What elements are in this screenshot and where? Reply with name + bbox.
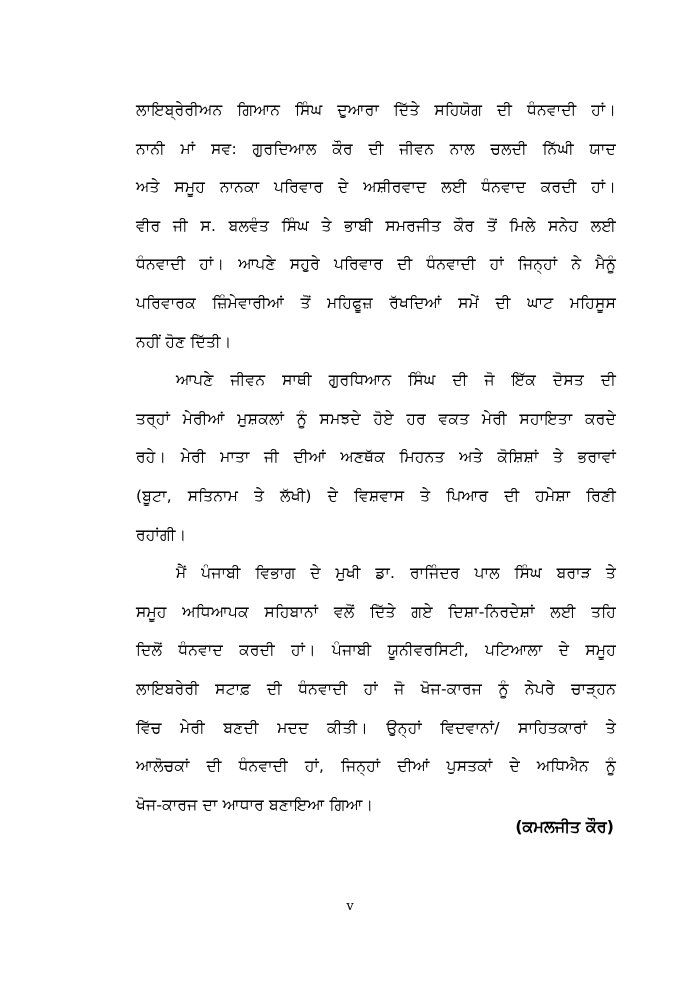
paragraph-2-line-4: (ਬੂਟਾ, ਸਤਿਨਾਮ ਤੇ ਲੱਖੀ) ਦੇ ਵਿਸ਼ਵਾਸ ਤੇ ਪਿਆਰ ਦੀ ਹਮੇਸ਼ਾ ਰਿਣੀ bbox=[136, 486, 616, 505]
paragraph-1-line-5: ਧੰਨਵਾਦੀ ਹਾਂ। ਆਪਣੇ ਸਹੁਰੇ ਪਰਿਵਾਰ ਦੀ ਧੰਨਵਾਦੀ ਹਾਂ ਜਿਨ੍ਹਾਂ ਨੇ ਮੈਨੂੰ bbox=[136, 255, 616, 274]
paragraph-2-line-2: ਤਰ੍ਹਾਂ ਮੇਰੀਆਂ ਮੁਸ਼ਕਲਾਂ ਨੂੰ ਸਮਝਦੇ ਹੋਏ ਹਰ ਵਕਤ ਮੇਰੀ ਸਹਾਇਤਾ ਕਰਦੇ bbox=[136, 409, 616, 428]
paragraph-2-line-3: ਰਹੇ। ਮੇਰੀ ਮਾਤਾ ਜੀ ਦੀਆਂ ਅਣਥੱਕ ਮਿਹਨਤ ਅਤੇ ਕੋਸ਼ਿਸ਼ਾਂ ਤੇ ਭਰਾਵਾਂ bbox=[136, 448, 616, 467]
paragraph-1-line-6: ਪਰਿਵਾਰਕ ਜ਼ਿੰਮੇਵਾਰੀਆਂ ਤੋਂ ਮਹਿਫੂਜ਼ ਰੱਖਦਿਆਂ ਸਮੇਂ ਦੀ ਘਾਟ ਮਹਿਸੂਸ bbox=[136, 293, 616, 312]
paragraph-1-line-1: ਲਾਇਬ੍ਰੇਰੀਅਨ ਗਿਆਨ ਸਿੰਘ ਦੁਆਰਾ ਦਿੱਤੇ ਸਹਿਯੋਗ ਦੀ ਧੰਨਵਾਦੀ ਹਾਂ। bbox=[136, 101, 616, 119]
paragraph-1-line-4: ਵੀਰ ਜੀ ਸ. ਬਲਵੰਤ ਸਿੰਘ ਤੇ ਭਾਬੀ ਸਮਰਜੀਤ ਕੌਰ ਤੋਂ ਮਿਲੇ ਸਨੇਹ ਲਈ bbox=[136, 216, 616, 235]
paragraph-1-line-7: ਨਹੀਂ ਹੋਣ ਦਿੱਤੀ। bbox=[136, 332, 232, 351]
author-signature: (ਕਮਲਜੀਤ ਕੌਰ) bbox=[515, 817, 614, 836]
paragraph-1-line-3: ਅਤੇ ਸਮੂਹ ਨਾਨਕਾ ਪਰਿਵਾਰ ਦੇ ਅਸ਼ੀਰਵਾਦ ਲਈ ਧੰਨਵਾਦ ਕਰਦੀ ਹਾਂ। bbox=[136, 178, 616, 197]
paragraph-3-line-2: ਸਮੂਹ ਅਧਿਆਪਕ ਸਹਿਬਾਨਾਂ ਵਲੋਂ ਦਿੱਤੇ ਗਏ ਦਿਸ਼ਾ-ਨਿਰਦੇਸ਼ਾਂ ਲਈ ਤਹਿ bbox=[136, 602, 616, 621]
paragraph-3-line-5: ਵਿੱਚ ਮੇਰੀ ਬਣਦੀ ਮਦਦ ਕੀਤੀ। ਉਨ੍ਹਾਂ ਵਿਦਵਾਨਾਂ/ ਸਾਹਿਤਕਾਰਾਂ ਤੇ bbox=[136, 718, 616, 737]
paragraph-3-line-7: ਖੋਜ-ਕਾਰਜ ਦਾ ਆਧਾਰ ਬਣਾਇਆ ਗਿਆ। bbox=[136, 795, 374, 814]
paragraph-3-line-1: ਮੈਂ ਪੰਜਾਬੀ ਵਿਭਾਗ ਦੇ ਮੁਖੀ ਡਾ. ਰਾਜਿੰਦਰ ਪਾਲ ਸਿੰਘ ਬਰਾੜ ਤੇ bbox=[176, 564, 616, 583]
paragraph-2-line-1: ਆਪਣੇ ਜੀਵਨ ਸਾਥੀ ਗੁਰਧਿਆਨ ਸਿੰਘ ਦੀ ਜੋ ਇੱਕ ਦੋਸਤ ਦੀ bbox=[176, 371, 616, 390]
acknowledgement-text bbox=[136, 91, 616, 824]
paragraph-3-line-3: ਦਿਲੋਂ ਧੰਨਵਾਦ ਕਰਦੀ ਹਾਂ। ਪੰਜਾਬੀ ਯੂਨੀਵਰਸਿਟੀ, ਪਟਿਆਲਾ ਦੇ ਸਮੂਹ bbox=[136, 641, 616, 660]
paragraph-2-line-5: ਰਹਾਂਗੀ। bbox=[136, 525, 187, 544]
paragraph-3-line-6: ਆਲੋਚਕਾਂ ਦੀ ਧੰਨਵਾਦੀ ਹਾਂ, ਜਿਨ੍ਹਾਂ ਦੀਆਂ ਪੁਸਤਕਾਂ ਦੇ ਅਧਿਐਨ ਨੂੰ bbox=[136, 757, 616, 776]
paragraph-3-line-4: ਲਾਇਬਰੇਰੀ ਸਟਾਫ਼ ਦੀ ਧੰਨਵਾਦੀ ਹਾਂ ਜੋ ਖੋਜ-ਕਾਰਜ ਨੂੰ ਨੇਪਰੇ ਚਾੜ੍ਹਨ bbox=[136, 679, 616, 698]
paragraph-1-line-2: ਨਾਨੀ ਮਾਂ ਸਵ: ਗੁਰਦਿਆਲ ਕੌਰ ਦੀ ਜੀਵਨ ਨਾਲ ਚਲਦੀ ਨਿੱਘੀ ਯਾਦ bbox=[136, 139, 616, 158]
page-number: v bbox=[346, 899, 354, 914]
